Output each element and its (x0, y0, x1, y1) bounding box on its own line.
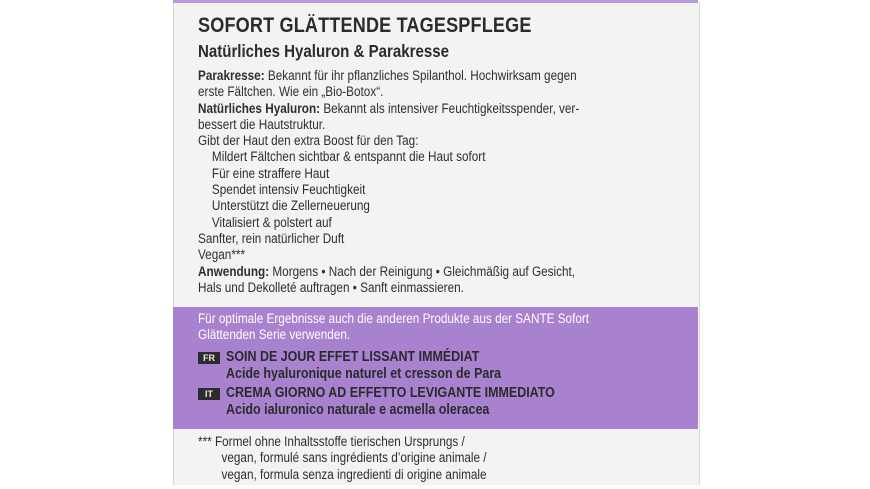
boost-intro: Gibt der Haut den extra Boost für den Tag: (198, 133, 419, 149)
footnote-line: vegan, formulé sans ingrédients d’origine animale / (221, 450, 487, 466)
ingredient-parakresse (198, 68, 624, 84)
ingredient-hyaluron (198, 101, 624, 117)
ingredient-text: Bekannt als intensiver Feuchtigkeitsspender, ver- (323, 100, 580, 116)
vegan-text: Vegan*** (198, 247, 246, 263)
translation-text (226, 385, 608, 419)
footnote (198, 434, 688, 483)
benefit-item: Spendet intensiv Feuchtigkeit (211, 182, 366, 198)
description (198, 68, 688, 296)
usage-text-cont: Hals und Dekolleté auftragen • Sanft einmassieren. (198, 279, 464, 295)
translation-title: SOIN DE JOUR EFFET LISSANT IMMÉDIAT (226, 348, 480, 365)
ingredient-text-cont: bessert die Hautstruktur. (198, 116, 326, 132)
usage-text: Morgens • Nach der Reinigung • Gleichmäßig auf Gesicht, (272, 263, 576, 279)
translation-subtitle: Acido ialuronico naturale e acmella oleracea (226, 401, 490, 418)
translation-it (198, 385, 688, 419)
scent-text: Sanfter, rein natürlicher Duft (198, 230, 345, 246)
product-subtitle: Natürliches Hyaluron & Parakresse (198, 41, 449, 61)
usage-label: Anwendung: (198, 263, 270, 279)
recommendation-text: Für optimale Ergebnisse auch die anderen Produkte aus der SANTE Sofort (198, 311, 590, 326)
translation-content (198, 311, 688, 419)
benefit-item: Für eine straffere Haut (211, 165, 330, 181)
language-badge-it: IT (198, 388, 220, 400)
ingredient-text: Bekannt für ihr pflanzliches Spilanthol. Hochwirksam gegen (267, 68, 577, 83)
translation-text (226, 349, 546, 383)
benefit-item: Vitalisiert & polstert auf (211, 214, 332, 230)
benefit-item: Mildert Fältchen sichtbar & entspannt die Haut sofort (211, 149, 486, 165)
label-content (198, 14, 688, 296)
usage-line (198, 264, 624, 280)
translation-title: CREMA GIORNO AD EFFETTO LEVIGANTE IMMEDIATO (226, 384, 555, 401)
ingredient-name: Natürliches Hyaluron: (198, 100, 321, 116)
ingredient-text-cont: erste Fältchen. Wie ein „Bio-Botox“. (198, 84, 384, 100)
recommendation-text-cont: Glättenden Serie verwenden. (198, 327, 351, 343)
benefit-item: Unterstützt die Zellerneuerung (211, 198, 370, 214)
translation-fr (198, 349, 688, 383)
ingredient-name: Parakresse: (198, 68, 265, 83)
product-title: SOFORT GLÄTTENDE TAGESPFLEGE (198, 14, 532, 37)
footnote-line: *** Formel ohne Inhaltsstoffe tierischen Ursprungs / (198, 434, 465, 449)
footnote-line: vegan, formula senza ingredienti di origine animale (221, 466, 487, 482)
translation-subtitle: Acide hyaluronique naturel et cresson de Para (226, 365, 502, 382)
language-badge-fr: FR (198, 352, 220, 364)
label-top-accent (173, 0, 698, 3)
